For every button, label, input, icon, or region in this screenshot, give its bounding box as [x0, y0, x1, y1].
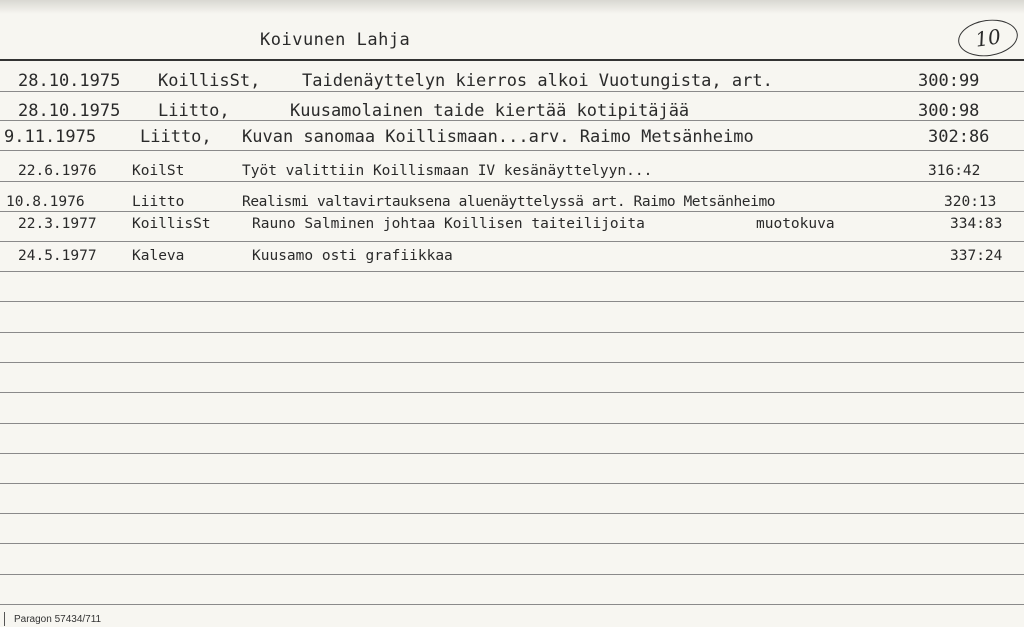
ruled-line: [0, 332, 1024, 333]
entry-date: 28.10.1975: [18, 71, 121, 91]
entry-source: Liitto: [132, 194, 185, 210]
entry-ref: 300:99: [918, 71, 980, 91]
entry-ref: 334:83: [950, 216, 1003, 232]
entry-source: KoilSt: [132, 163, 185, 179]
ruled-line: [0, 150, 1024, 151]
ruled-line: [0, 423, 1024, 424]
ruled-line: [0, 392, 1024, 393]
ruled-line: [0, 574, 1024, 575]
ruled-line: [0, 181, 1024, 182]
entry-date: 22.6.1976: [18, 163, 97, 179]
entry-date: 10.8.1976: [6, 194, 85, 210]
ruled-line: [0, 301, 1024, 302]
entry-extra: muotokuva: [756, 216, 835, 232]
footer-mark: [4, 612, 5, 626]
ruled-line: [0, 362, 1024, 363]
entry-ref: 337:24: [950, 248, 1003, 264]
entry-date: 24.5.1977: [18, 248, 97, 264]
ruled-line: [0, 271, 1024, 272]
entry-source: KoillisSt: [132, 216, 211, 232]
ruled-line: [0, 604, 1024, 605]
entry-ref: 300:98: [918, 101, 980, 121]
entry-source: KoillisSt,: [158, 71, 261, 91]
entry-text: Kuusamolainen taide kiertää kotipitäjää: [290, 101, 690, 121]
entry-date: 22.3.1977: [18, 216, 97, 232]
entry-text: Työt valittiin Koillismaan IV kesänäyttelyyn...: [242, 163, 653, 179]
ruled-line: [0, 543, 1024, 544]
header-rule: [0, 59, 1024, 61]
ruled-line: [0, 91, 1024, 92]
card-number-circled: [956, 16, 1020, 60]
card-footer: Paragon 57434/711: [14, 614, 102, 625]
entry-text: Kuusamo osti grafiikkaa: [252, 248, 453, 264]
entry-text: Realismi valtavirtauksena aluenäyttelyssä art. Raimo Metsänheimo: [242, 194, 776, 210]
entry-ref: 316:42: [928, 163, 981, 179]
entry-ref: 302:86: [928, 127, 990, 147]
entry-source: Kaleva: [132, 248, 185, 264]
ruled-line: [0, 211, 1024, 212]
ruled-line: [0, 483, 1024, 484]
entry-text: Rauno Salminen johtaa Koillisen taiteilijoita: [252, 216, 645, 232]
entry-date: 9.11.1975: [4, 127, 97, 147]
entry-source: Liitto,: [140, 127, 212, 147]
ruled-line: [0, 513, 1024, 514]
card-edge-shadow: [0, 0, 1024, 14]
entry-ref: 320:13: [944, 194, 997, 210]
card-title: Koivunen Lahja: [260, 30, 411, 50]
entry-date: 28.10.1975: [18, 101, 121, 121]
ruled-line: [0, 241, 1024, 242]
card-number: 10: [973, 24, 1003, 52]
entry-text: Taidenäyttelyn kierros alkoi Vuotungista, art.: [302, 71, 773, 91]
ruled-line: [0, 453, 1024, 454]
entry-source: Liitto,: [158, 101, 230, 121]
entry-text: Kuvan sanomaa Koillismaan...arv. Raimo Metsänheimo: [242, 127, 754, 147]
